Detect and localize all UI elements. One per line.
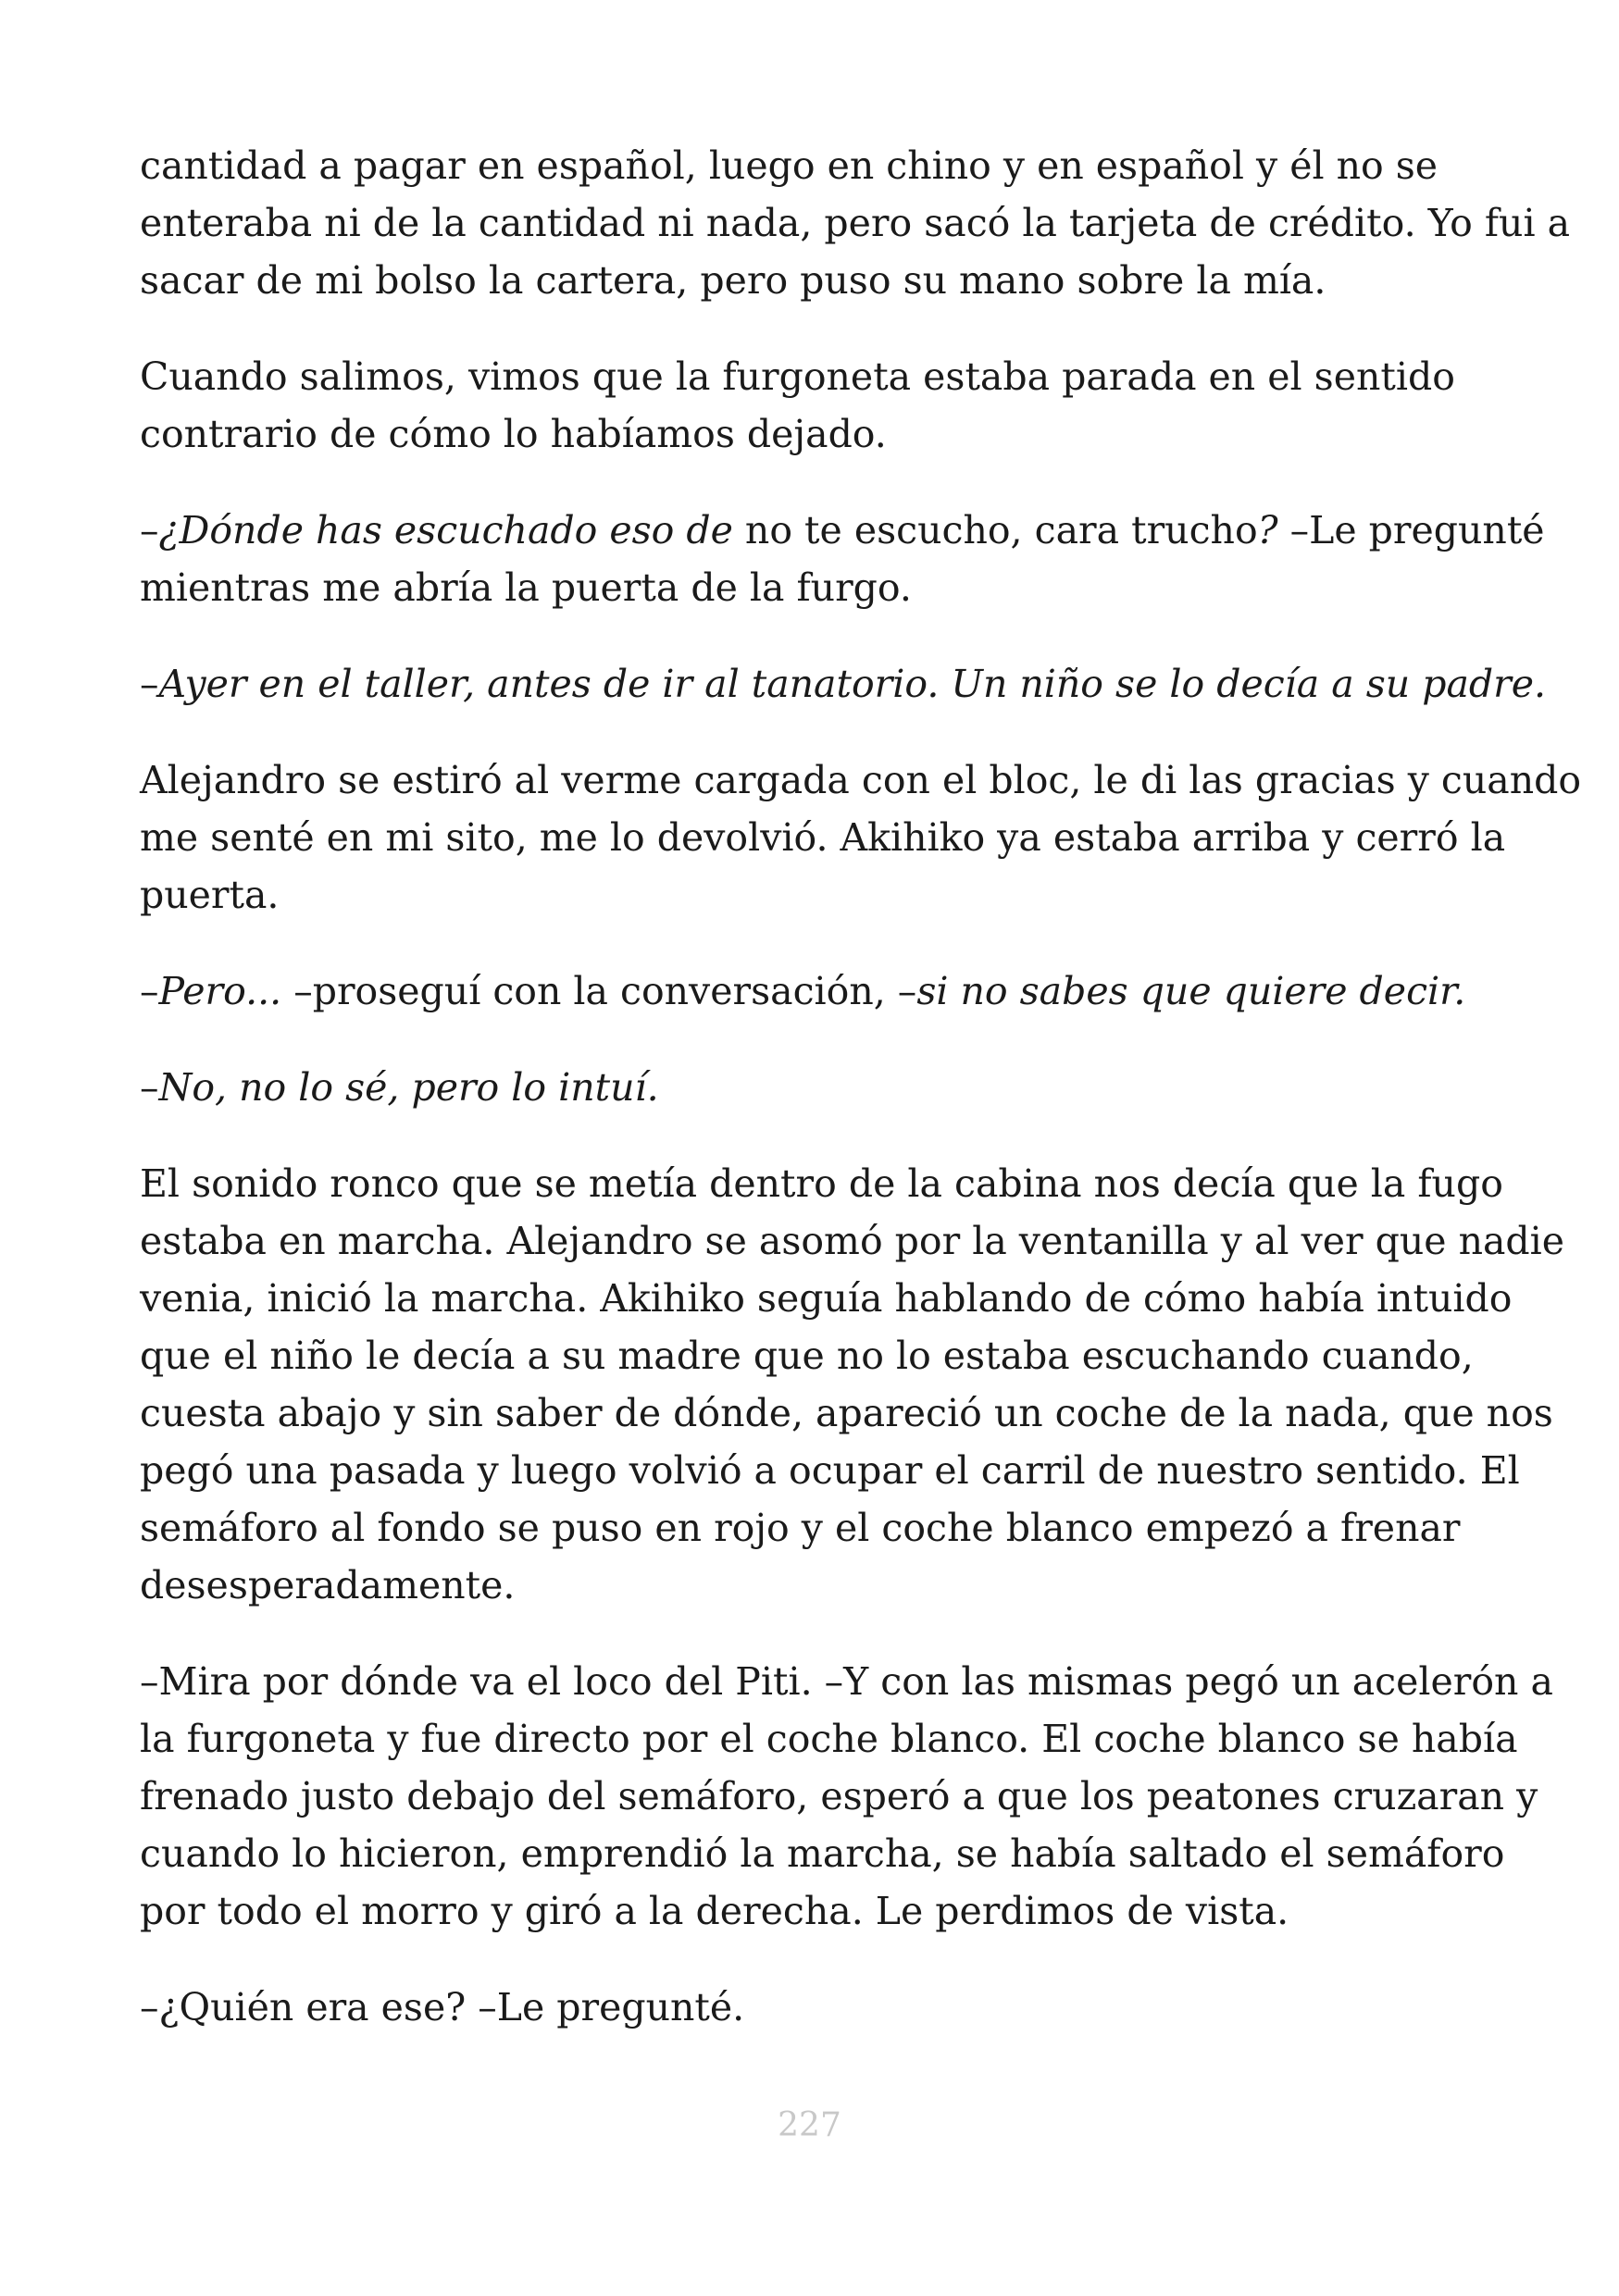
text-line: [140, 559, 1480, 616]
text-line: [140, 252, 1480, 309]
paragraph: [140, 137, 1571, 309]
text-line: [140, 1384, 1553, 1442]
text-run: –: [140, 508, 159, 552]
text-run: contrario de cómo lo habíamos dejado.: [140, 412, 887, 456]
text-line: [140, 655, 1547, 713]
text-run: la furgoneta y fue directo por el coche blanco. El coche blanco se había: [140, 1717, 1518, 1761]
text-line: [140, 1270, 1513, 1327]
italic-text-run: si no sabes que quiere decir.: [916, 969, 1466, 1013]
text-line: [140, 1979, 1480, 2036]
text-line: [140, 751, 1582, 809]
text-run: puerta.: [140, 873, 280, 917]
text-run: Cuando salimos, vimos que la furgoneta estaba parada en el sentido: [140, 354, 1455, 399]
text-line: [140, 809, 1506, 866]
text-run: venia, inició la marcha. Akihiko seguía hablando de cómo había intuido: [140, 1276, 1513, 1321]
text-line: [140, 866, 1480, 924]
text-line: [140, 1557, 1480, 1614]
italic-text-run: ¿Dónde has escuchado eso de: [158, 508, 745, 552]
paragraph: [140, 962, 1480, 1020]
body-text: [140, 137, 1582, 2036]
text-line: [140, 502, 1545, 559]
paragraph: [140, 1653, 1553, 1940]
text-run: –Le pregunté: [1277, 508, 1545, 552]
text-run: estaba en marcha. Alejandro se asomó por la ventanilla y al ver que nadie: [140, 1219, 1565, 1263]
text-line: [140, 405, 1480, 463]
text-run: por todo el morro y giró a la derecha. Le perdimos de vista.: [140, 1889, 1289, 1933]
text-run: –proseguí con la conversación, –: [281, 969, 917, 1013]
italic-text-run: Ayer en el taller, antes de ir al tanatorio. Un niño se lo decía a su padre.: [158, 662, 1547, 706]
text-run: pegó una pasada y luego volvió a ocupar el carril de nuestro sentido. El: [140, 1448, 1520, 1493]
text-run: –: [140, 1065, 159, 1110]
italic-text-run: ?: [1257, 508, 1278, 552]
text-line: [140, 137, 1480, 194]
text-run: sacar de mi bolso la cartera, pero puso su mano sobre la mía.: [140, 258, 1326, 303]
text-run: –: [140, 662, 159, 706]
text-line: [140, 1768, 1538, 1825]
text-line: [140, 1327, 1480, 1384]
text-run: –: [140, 969, 159, 1013]
italic-text-run: No, no lo sé, pero lo intuí.: [158, 1065, 659, 1110]
text-run: –Mira por dónde va el loco del Piti. –Y con las mismas pegó un acelerón a: [140, 1659, 1553, 1704]
text-line: [140, 1710, 1518, 1768]
text-run: desesperadamente.: [140, 1563, 516, 1607]
text-run: cantidad a pagar en español, luego en chino y en español y él no se: [140, 143, 1438, 188]
text-run: no te escucho, cara trucho: [744, 508, 1258, 552]
paragraph: [140, 1979, 1480, 2036]
text-line: [140, 1499, 1480, 1557]
italic-text-run: Pero...: [158, 969, 282, 1013]
text-line: [140, 1212, 1565, 1270]
text-run: semáforo al fondo se puso en rojo y el coche blanco empezó a frenar: [140, 1506, 1461, 1550]
text-line: [140, 1155, 1503, 1212]
paragraph: [140, 502, 1545, 616]
text-run: que el niño le decía a su madre que no lo estaba escuchando cuando,: [140, 1334, 1474, 1378]
text-line: [140, 1442, 1520, 1499]
text-line: [140, 194, 1571, 252]
text-line: [140, 1825, 1505, 1882]
page-number: 227: [778, 2106, 841, 2144]
paragraph: [140, 1155, 1565, 1614]
text-run: mientras me abría la puerta de la furgo.: [140, 565, 912, 610]
paragraph: [140, 348, 1480, 463]
text-run: enteraba ni de la cantidad ni nada, pero sacó la tarjeta de crédito. Yo fui a: [140, 201, 1571, 245]
text-line: [140, 1882, 1480, 1940]
text-run: frenado justo debajo del semáforo, esperó a que los peatones cruzaran y: [140, 1774, 1538, 1818]
paragraph: [140, 655, 1547, 713]
paragraph: [140, 751, 1582, 924]
text-run: El sonido ronco que se metía dentro de la cabina nos decía que la fugo: [140, 1161, 1503, 1206]
text-run: cuando lo hicieron, emprendió la marcha, se había saltado el semáforo: [140, 1831, 1505, 1876]
paragraph: [140, 1059, 1480, 1116]
text-line: [140, 348, 1480, 405]
text-line: [140, 1653, 1553, 1710]
text-run: me senté en mi sito, me lo devolvió. Akihiko ya estaba arriba y cerró la: [140, 815, 1506, 860]
text-run: Alejandro se estiró al verme cargada con el bloc, le di las gracias y cuando: [140, 758, 1582, 802]
text-run: –¿Quién era ese? –Le pregunté.: [140, 1985, 745, 2029]
text-line: [140, 1059, 1480, 1116]
text-line: [140, 962, 1480, 1020]
text-run: cuesta abajo y sin saber de dónde, apareció un coche de la nada, que nos: [140, 1391, 1553, 1435]
